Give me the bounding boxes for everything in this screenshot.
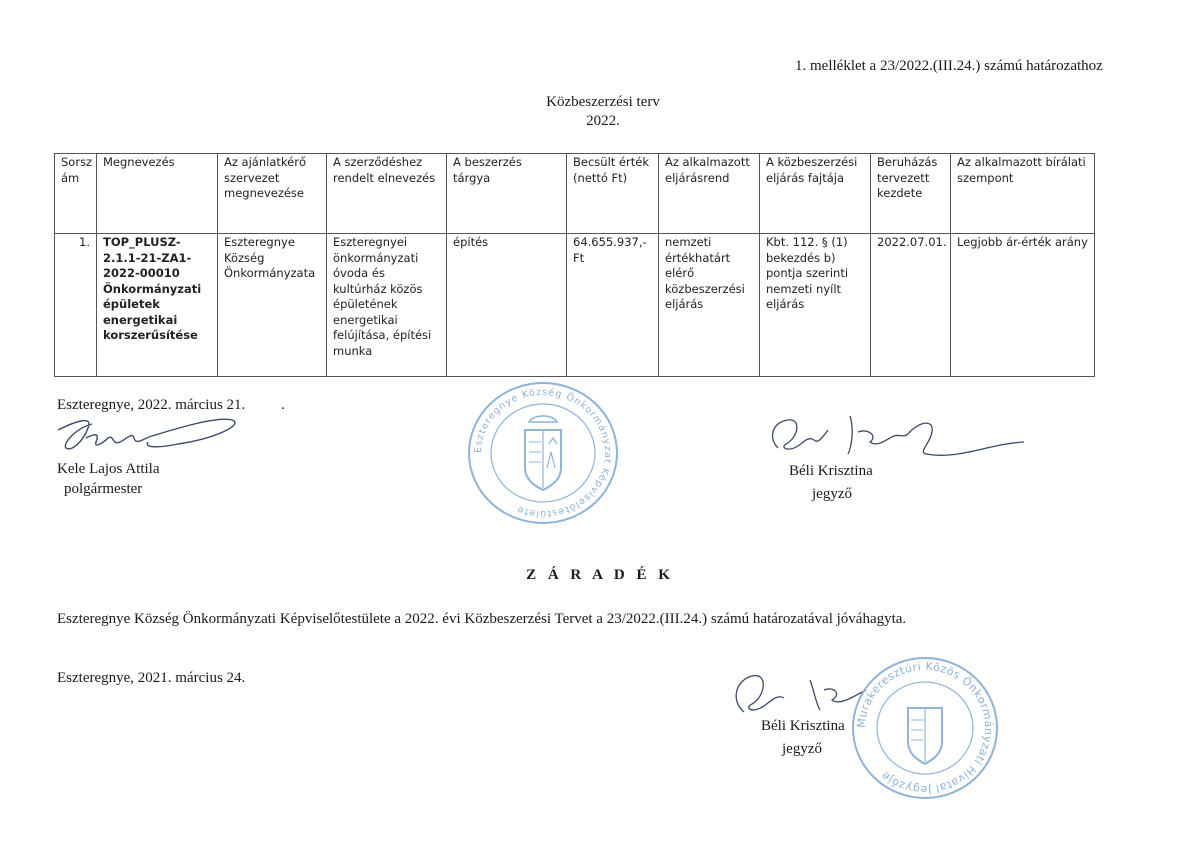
mayor-name: Kele Lajos Attila xyxy=(57,461,160,477)
municipal-stamp xyxy=(463,378,623,528)
header-contracting-authority: Az ajánlatkérő szervezet megnevezése xyxy=(218,154,327,234)
header-contract-name: A szerződéshez rendelt elnevezés xyxy=(327,154,447,234)
cell-estimated-value: 64.655.937,-Ft xyxy=(567,234,659,377)
cell-contracting-authority: Eszteregnye Község Önkormányzata xyxy=(218,234,327,377)
cell-contract-name: Eszteregnyei önkormányzati óvoda és kultúrház közös épületének energetikai felújítása, építési munka xyxy=(327,234,447,377)
document-title-line: Közbeszerzési terv xyxy=(546,94,660,110)
signing-place-date: Eszteregnye, 2022. március 21. xyxy=(57,397,246,413)
header-subject: A beszerzés tárgya xyxy=(447,154,567,234)
header-procedure-regime: Az alkalmazott eljárásrend xyxy=(659,154,760,234)
stray-mark: . xyxy=(281,397,285,413)
cell-procedure-type: Kbt. 112. § (1) bekezdés b) pontja szerinti nemzeti nyílt eljárás xyxy=(760,234,871,377)
clause-notary-name: Béli Krisztina xyxy=(761,718,845,734)
header-estimated-value: Becsült érték (nettó Ft) xyxy=(567,154,659,234)
mayor-title: polgármester xyxy=(64,481,143,497)
municipal-stamp-text: Eszteregnye Község Önkormányzat Képviselőtestülete xyxy=(472,386,614,520)
header-name: Megnevezés xyxy=(97,154,218,234)
cell-planned-start: 2022.07.01. xyxy=(871,234,951,377)
office-stamp-text: Murakeresztúri Közös Önkormányzati Hivatal Jegyzője xyxy=(854,659,996,797)
table-header-row xyxy=(55,154,1095,234)
clause-heading: Z Á R A D É K xyxy=(526,567,674,583)
clause-text: Eszteregnye Község Önkormányzati Képviselőtestülete a 2022. évi Közbeszerzési Tervet a 23/2022.(III.24.) számú határozatával jóváhagyta. xyxy=(57,611,907,627)
table-row xyxy=(55,234,1095,377)
notary-name: Béli Krisztina xyxy=(789,463,873,479)
cell-evaluation-criterion: Legjobb ár-érték arány xyxy=(951,234,1095,377)
clause-place-date: Eszteregnye, 2021. március 24. xyxy=(57,670,246,686)
cell-serial: 1. xyxy=(55,234,97,377)
header-serial: Sorsz ám xyxy=(55,154,97,234)
annex-reference: 1. melléklet a 23/2022.(III.24.) számú határozathoz xyxy=(795,58,1103,74)
notary-title: jegyző xyxy=(812,486,852,502)
notary-signature xyxy=(758,408,1028,468)
document-title xyxy=(0,93,1200,131)
office-stamp xyxy=(850,656,1000,801)
clause-notary-title: jegyző xyxy=(782,741,822,757)
cell-procedure-regime: nemzeti értékhatárt elérő közbeszerzési eljárás xyxy=(659,234,760,377)
header-procedure-type: A közbeszerzési eljárás fajtája xyxy=(760,154,871,234)
cell-subject: építés xyxy=(447,234,567,377)
header-planned-start: Beruházás tervezett kezdete xyxy=(871,154,951,234)
document-year: 2022. xyxy=(586,113,620,129)
cell-name: TOP_PLUSZ-2.1.1-21-ZA1-2022-00010 Önkormányzati épületek energetikai korszerűsítése xyxy=(97,234,218,377)
procurement-plan-table xyxy=(54,153,1095,377)
header-evaluation-criterion: Az alkalmazott bírálati szempont xyxy=(951,154,1095,234)
